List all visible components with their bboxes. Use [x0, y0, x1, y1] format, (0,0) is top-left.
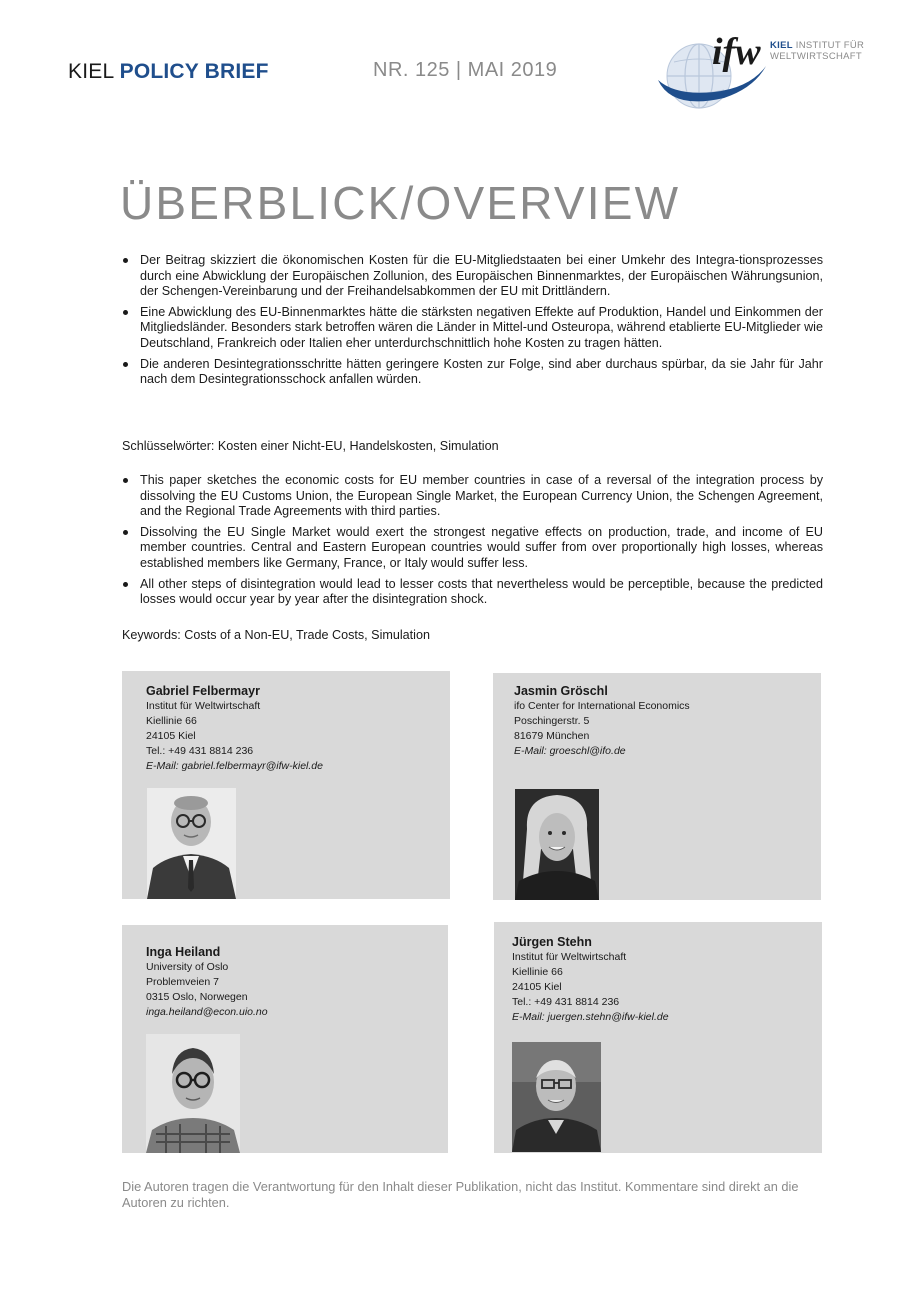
keywords-de [122, 439, 499, 453]
series-brand [68, 60, 269, 84]
bullet-text: All other steps of disintegration would lead to lesser costs that nevertheless would be perceptible, because the predicted losses would occur year by year after the disintegration shock. [140, 576, 823, 607]
keywords-label: Keywords: [122, 628, 181, 642]
portrait-felbermayr [147, 788, 236, 899]
portrait-stehn [512, 1042, 601, 1152]
author-affiliation: Institut für Weltwirtschaft [146, 700, 261, 712]
author-city: 0315 Oslo, Norwegen [146, 991, 248, 1003]
author-phone: Tel.: +49 431 8814 236 [146, 745, 254, 757]
keywords-value: Kosten einer Nicht-EU, Handelskosten, Simulation [217, 439, 499, 453]
bullet-icon [123, 362, 128, 367]
list-item [122, 357, 823, 388]
author-affiliation: ifo Center for International Economics [514, 700, 690, 712]
bullet-icon [123, 258, 128, 263]
author-email[interactable]: inga.heiland@econ.uio.no [146, 1006, 268, 1018]
disclaimer: Die Autoren tragen die Verantwortung für den Inhalt dieser Publikation, nicht das Institut. Kommentare sind direkt an die Autoren zu richten. [122, 1179, 799, 1210]
author-street: Problemveien 7 [146, 976, 219, 988]
keywords-en [122, 628, 430, 642]
author-name: Jasmin Gröschl [514, 684, 608, 698]
author-card-felbermayr [122, 671, 450, 899]
list-item [122, 253, 823, 300]
brand-prefix: KIEL [68, 60, 114, 83]
bullet-text: Die anderen Desintegrationsschritte hätten geringere Kosten zur Folge, sind aber durchaus spürbar, da sie Jahr für Jahr nach dem Desintegrationsschock anfallen würden. [140, 356, 823, 387]
bullet-list-de [122, 253, 823, 393]
author-street: Kiellinie 66 [146, 715, 197, 727]
author-city: 24105 Kiel [146, 730, 196, 742]
author-card-groeschl [493, 673, 821, 900]
bullet-text: Dissolving the EU Single Market would exert the strongest negative effects on production, trade, and income of EU member countries. Central and Eastern European countries would suffer from over proportionally high losses, whereas established members like Germany, France, or Italy would suffer less. [140, 524, 823, 570]
author-street: Kiellinie 66 [512, 966, 563, 978]
bullet-text: This paper sketches the economic costs for EU member countries in case of a reversal of the integration process by dissolving the EU Customs Union, the European Single Market, the European Currency Union, the Schengen Agreement, and the Regional Trade Agreements with third parties. [140, 473, 823, 519]
list-item [122, 305, 823, 352]
author-phone: Tel.: +49 431 8814 236 [512, 996, 620, 1008]
list-item [122, 473, 823, 520]
bullet-icon [123, 582, 128, 587]
author-email[interactable]: E-Mail: gabriel.felbermayr@ifw-kiel.de [146, 760, 323, 772]
ifw-logo [654, 28, 884, 116]
bullet-text: Der Beitrag skizziert die ökonomischen Kosten für die EU-Mitgliedstaaten bei einer Umkehr des Integra-tionsprozesses durch eine Abwicklung der Europäischen Zollunion, des Europäischen Binnenmarktes, der Europäischen Währungsunion, der Schengen-Vereinbarung und der Freihandelsabkommen der EU mit Drittländern. [140, 253, 823, 299]
author-card-heiland [122, 925, 448, 1153]
bullet-icon [123, 530, 128, 535]
keywords-label: Schlüsselwörter: [122, 439, 215, 453]
issue-number: NR. 125 | MAI 2019 [373, 59, 558, 81]
author-street: Poschingerstr. 5 [514, 715, 590, 727]
keywords-value: Costs of a Non-EU, Trade Costs, Simulation [184, 628, 430, 642]
page-title: ÜBERBLICK/OVERVIEW [120, 177, 681, 229]
author-city: 81679 München [514, 730, 590, 742]
author-photo [512, 1042, 601, 1152]
bullet-text: Eine Abwicklung des EU-Binnenmarktes hätte die stärksten negativen Effekte auf Produktion, Handel und Einkommen der Mitgliedsländer. Besonders stark betroffen wären die Länder in Mittel-und Osteuropa, während etablierte EU-Mitglieder wie Deutschland, Frankreich oder Italien eher unterdurchschnittlich hohe Kosten zu tragen hätten. [140, 304, 823, 350]
author-affiliation: Institut für Weltwirtschaft [512, 951, 627, 963]
author-photo [147, 788, 236, 899]
brand-main: POLICY BRIEF [119, 60, 269, 83]
author-email[interactable]: E-Mail: juergen.stehn@ifw-kiel.de [512, 1011, 669, 1023]
author-city: 24105 Kiel [512, 981, 562, 993]
list-item [122, 525, 823, 572]
bullet-icon [123, 310, 128, 315]
logo-mark: ifw [712, 31, 761, 73]
author-photo [146, 1034, 240, 1153]
logo-institute-name [770, 40, 864, 62]
logo-kiel: KIEL [770, 40, 793, 51]
bullet-icon [123, 478, 128, 483]
portrait-groeschl [515, 789, 599, 900]
portrait-heiland [146, 1034, 240, 1153]
bullet-list-en [122, 473, 823, 613]
author-card-stehn [494, 922, 822, 1153]
list-item [122, 577, 823, 608]
author-photo [515, 789, 599, 900]
author-name: Jürgen Stehn [512, 935, 592, 949]
logo-line1: INSTITUT FÜR [795, 40, 865, 51]
author-email[interactable]: E-Mail: groeschl@ifo.de [514, 745, 626, 757]
author-name: Inga Heiland [146, 945, 221, 959]
author-affiliation: University of Oslo [146, 961, 229, 973]
logo-line2: WELTWIRTSCHAFT [770, 51, 862, 62]
author-name: Gabriel Felbermayr [146, 684, 260, 698]
